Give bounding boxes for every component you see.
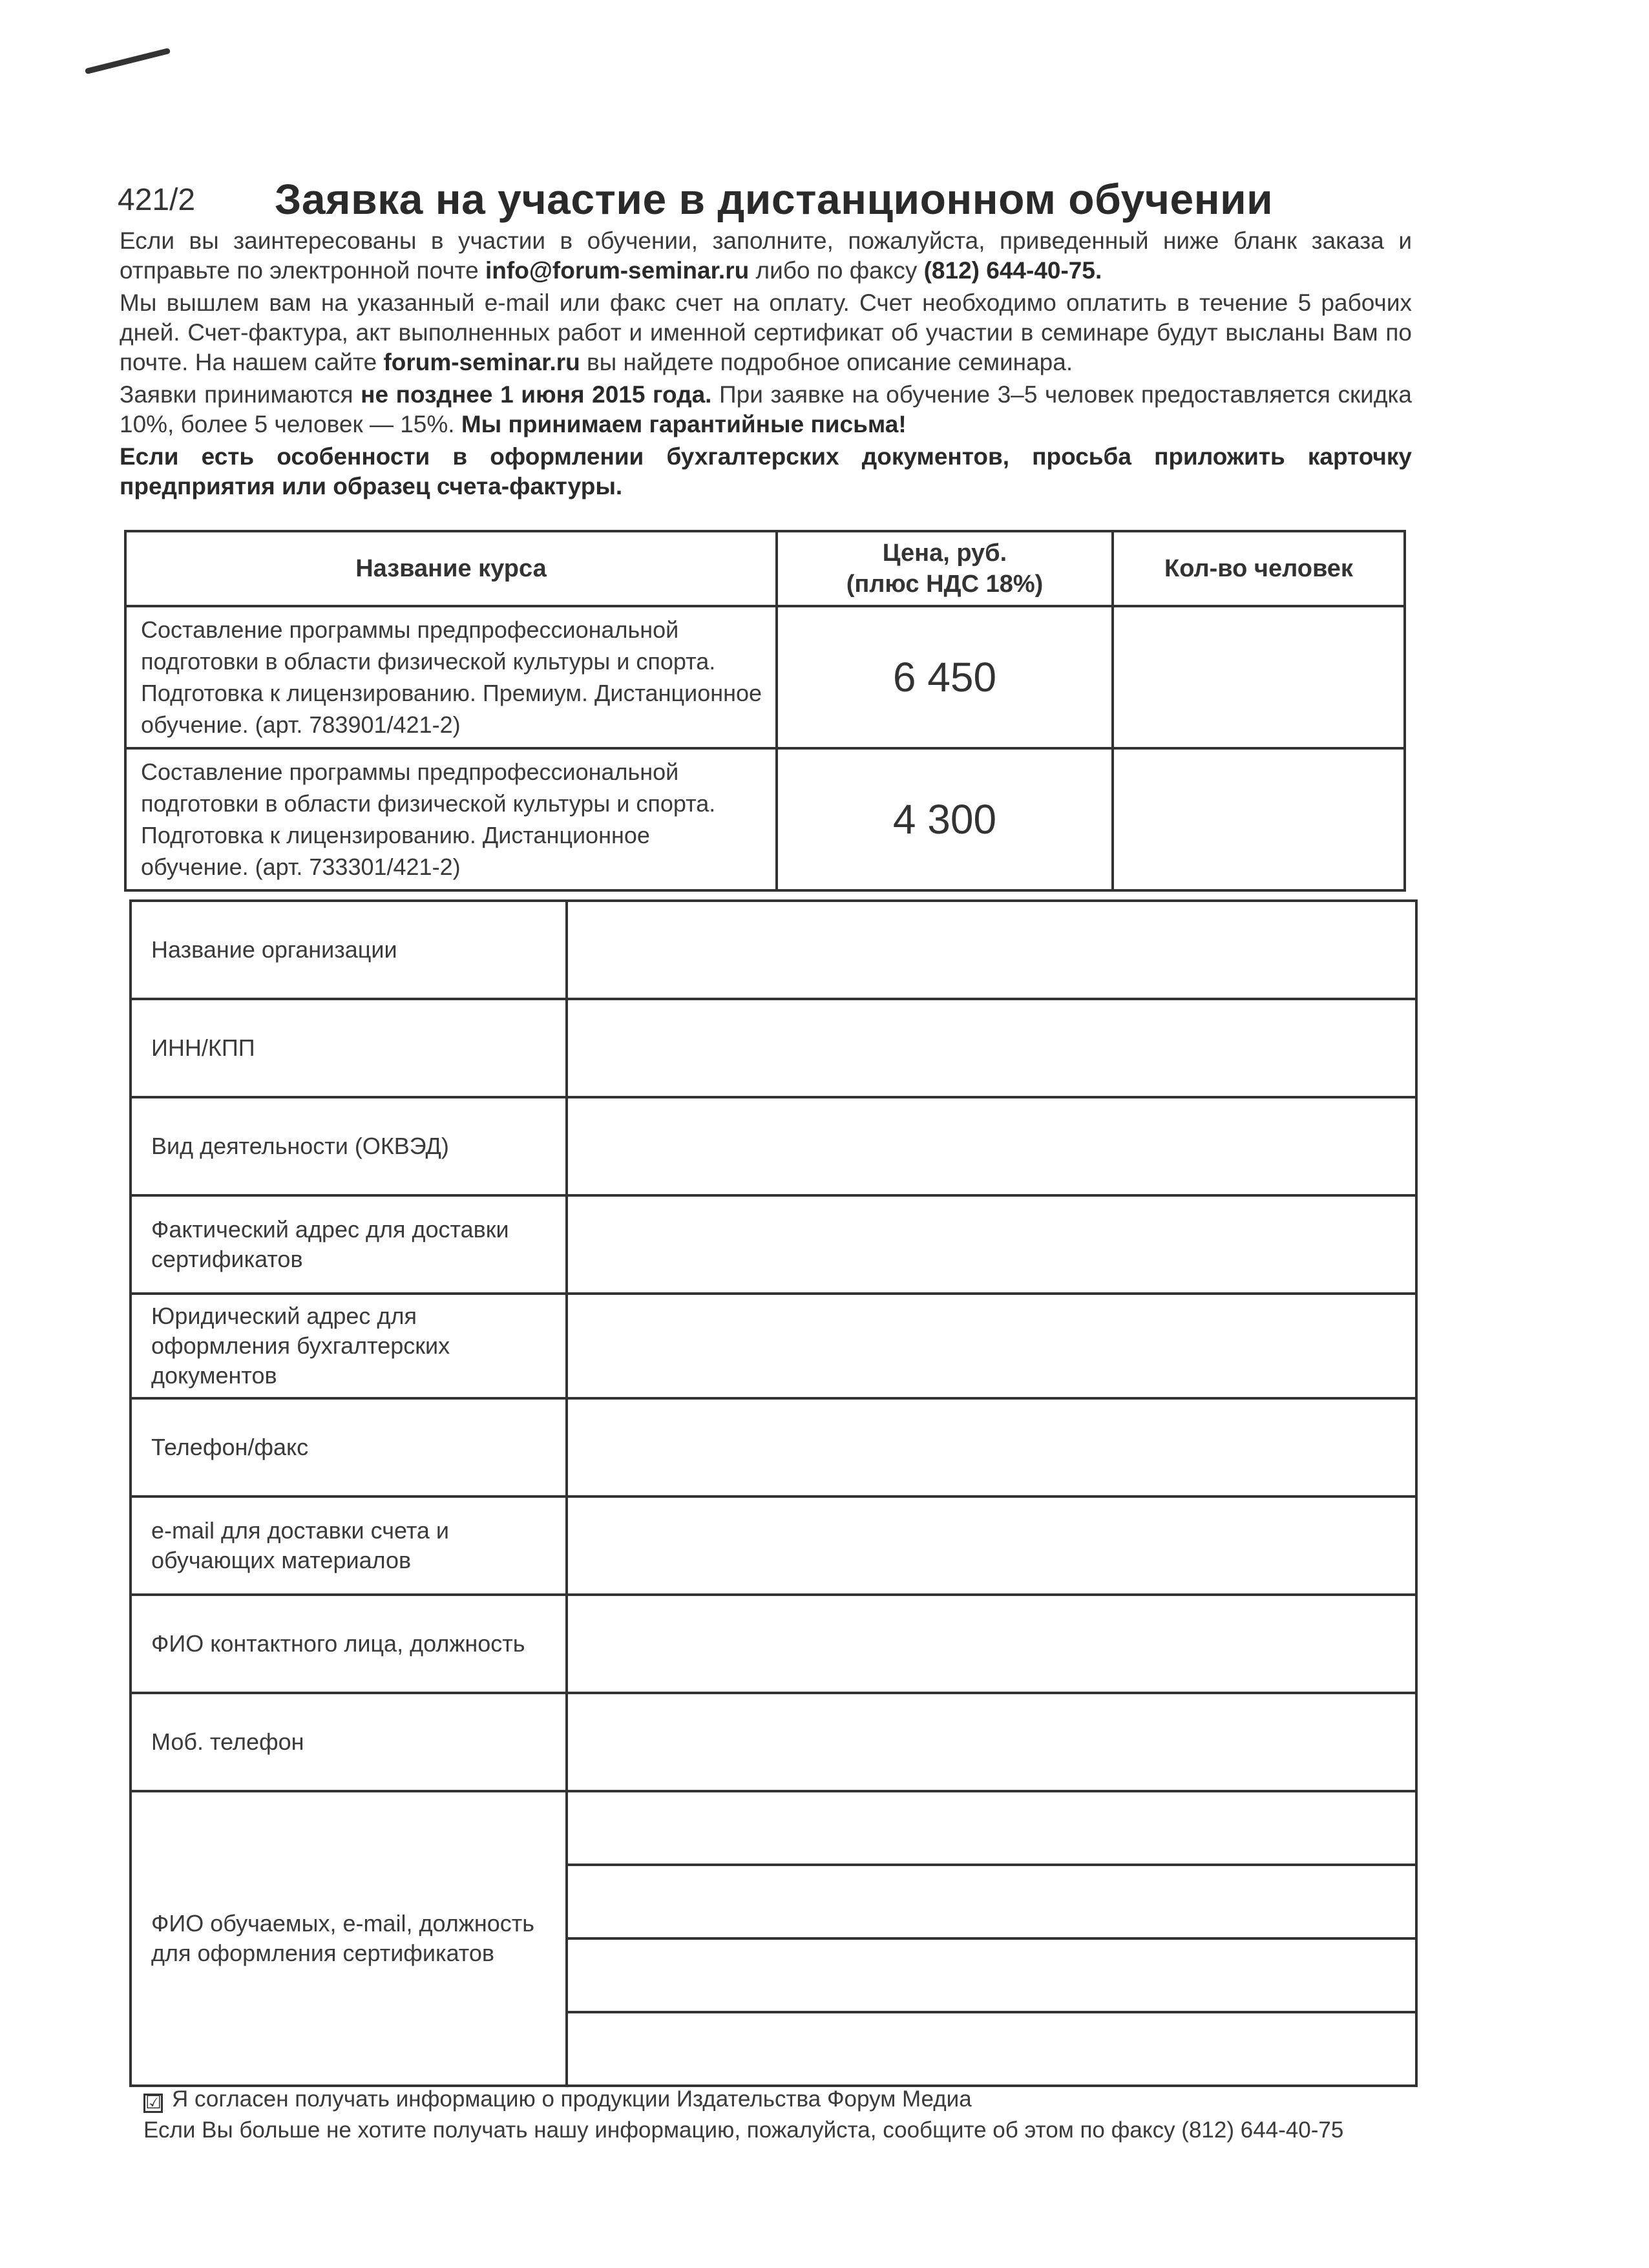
details-row: [131, 1595, 1416, 1693]
col-qty: Кол-во человек: [1113, 531, 1405, 606]
activity-label: Вид деятельности (ОКВЭД): [131, 1097, 567, 1195]
course-price: 4 300: [777, 748, 1113, 890]
site-link[interactable]: forum-seminar.ru: [383, 349, 580, 375]
details-row: [131, 1693, 1416, 1791]
legal-address-label: Юридический адрес для оформления бухгалтерских документов: [131, 1294, 567, 1398]
intro-p2-text: Мы вышлем вам на указанный e-mail или факс счет на оплату. Счет необходимо оплатить в течение 5 рабочих дней. Счет-фактура, акт выполненных работ и именной сертификат об участии в семинаре будут высланы Вам по почте. На нашем сайте: [120, 289, 1412, 375]
course-name: Составление программы предпрофессиональной подготовки в области физической культуры и спорта. Подготовка к лицензированию. Дистанционное обучение. (арт. 733301/421-2): [125, 748, 777, 890]
guarantee-info: Мы принимаем гарантийные письма!: [461, 411, 907, 437]
intro-paragraph-4: [120, 442, 1412, 501]
mobile-field[interactable]: [567, 1693, 1416, 1791]
courses-table: [124, 530, 1406, 892]
form-code: 421/2: [118, 183, 196, 217]
details-row: [131, 999, 1416, 1097]
email-field[interactable]: [567, 1496, 1416, 1595]
trainee-line[interactable]: [568, 2012, 1415, 2084]
email-label: e-mail для доставки счета и обучающих материалов: [131, 1496, 567, 1595]
intro-p1-text: Если вы заинтересованы в участии в обучении, заполните, пожалуйста, приведенный ниже бланк заказа и отправьте по электронной почте: [120, 227, 1412, 284]
col-price-line2: (плюс НДС 18%): [846, 571, 1044, 598]
org-name-label: Название организации: [131, 901, 567, 999]
page-title: Заявка на участие в дистанционном обучении: [275, 175, 1274, 223]
course-row: [125, 748, 1405, 890]
contact-person-field[interactable]: [567, 1595, 1416, 1693]
contact-email[interactable]: info@forum-seminar.ru: [485, 257, 750, 284]
details-row: [131, 1496, 1416, 1595]
details-row: [131, 1294, 1416, 1398]
inn-kpp-label: ИНН/КПП: [131, 999, 567, 1097]
activity-field[interactable]: [567, 1097, 1416, 1195]
accounting-note: Если есть особенности в оформлении бухгалтерских документов, просьба приложить карточку предприятия или образец счета-фактуры.: [120, 443, 1412, 499]
course-price: 6 450: [777, 606, 1113, 748]
org-name-field[interactable]: [567, 901, 1416, 999]
actual-address-field[interactable]: [567, 1195, 1416, 1294]
trainees-lines: [568, 1792, 1415, 2084]
col-price: [777, 531, 1113, 606]
course-qty-input[interactable]: [1113, 748, 1405, 890]
course-row: [125, 606, 1405, 748]
details-row: [131, 901, 1416, 999]
contact-person-label: ФИО контактного лица, должность: [131, 1595, 567, 1693]
contact-fax: (812) 644-40-75.: [923, 257, 1102, 284]
footer: [143, 2084, 1343, 2146]
courses-header-row: [125, 531, 1405, 606]
trainee-line[interactable]: [568, 1938, 1415, 2012]
course-qty-input[interactable]: [1113, 606, 1405, 748]
details-row: [131, 1195, 1416, 1294]
col-price-line1: Цена, руб.: [882, 540, 1007, 567]
intro-paragraph-3: [120, 380, 1412, 439]
trainee-line[interactable]: [568, 1792, 1415, 1865]
trainees-field-group: [567, 1791, 1416, 2086]
intro-p1-mid: либо по факсу: [749, 257, 924, 284]
consent-checkbox[interactable]: ☑: [143, 2094, 163, 2113]
phone-fax-field[interactable]: [567, 1398, 1416, 1496]
deadline: не позднее 1 июня 2015 года.: [361, 381, 712, 408]
unsubscribe-note: Если Вы больше не хотите получать нашу информацию, пожалуйста, сообщите об этом по факсу (812) 644-40-75: [143, 2117, 1344, 2143]
course-name: Составление программы предпрофессиональной подготовки в области физической культуры и спорта. Подготовка к лицензированию. Премиум. Дистанционное обучение. (арт. 783901/421-2): [125, 606, 777, 748]
intro-p3-text: Заявки принимаются: [120, 381, 361, 408]
intro-paragraph-2: [120, 288, 1412, 377]
phone-fax-label: Телефон/факс: [131, 1398, 567, 1496]
intro-text: [120, 226, 1412, 504]
details-row: [131, 1791, 1416, 2086]
mobile-label: Моб. телефон: [131, 1693, 567, 1791]
trainees-label: ФИО обучаемых, e-mail, должность для оформления сертификатов: [131, 1791, 567, 2086]
legal-address-field[interactable]: [567, 1294, 1416, 1398]
consent-label: Я согласен получать информацию о продукции Издательства Форум Медиа: [172, 2086, 972, 2112]
intro-paragraph-1: [120, 226, 1412, 286]
col-course-name: Название курса: [125, 531, 777, 606]
discount-info: При заявке на обучение 3–5 человек предоставляется скидка 10%, более 5 человек — 15%.: [120, 381, 1413, 437]
scan-mark: [85, 48, 171, 74]
details-table: [129, 899, 1418, 2087]
trainee-line[interactable]: [568, 1865, 1415, 1938]
details-row: [131, 1398, 1416, 1496]
inn-kpp-field[interactable]: [567, 999, 1416, 1097]
details-row: [131, 1097, 1416, 1195]
actual-address-label: Фактический адрес для доставки сертификатов: [131, 1195, 567, 1294]
consent-row[interactable]: [143, 2084, 1343, 2115]
intro-p2-end: вы найдете подробное описание семинара.: [580, 349, 1073, 375]
